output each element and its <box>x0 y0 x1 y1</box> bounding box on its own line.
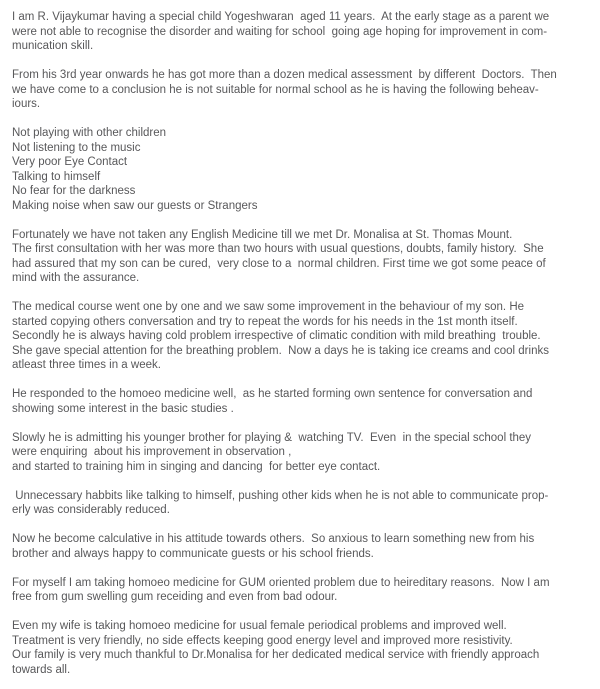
text-line: Treatment is very friendly, no side effects keeping good energy level and improved more resistivity. <box>12 634 513 647</box>
list-item: Making noise when saw our guests or Strangers <box>12 199 258 212</box>
paragraph-school-progress <box>12 431 590 475</box>
text-line: iours. <box>12 98 41 110</box>
paragraph-habits-reduced <box>12 489 590 518</box>
text-line: munication skill. <box>12 40 94 52</box>
paragraph-response <box>12 387 590 416</box>
text-line: The first consultation with her was more than two hours with usual questions, doubts, family history. She <box>12 243 544 255</box>
text-line: Even my wife is taking homoeo medicine for usual female periodical problems and improved well. <box>12 620 507 632</box>
paragraph-first-consultation <box>12 228 590 286</box>
text-line: Secondly he is always having cold problem irrespective of climatic condition with mild breathing trouble. <box>12 330 541 342</box>
text-line: She gave special attention for the breathing problem. Now a days he is taking ice creams and cool drinks <box>12 344 549 357</box>
paragraph-attitude <box>12 532 590 561</box>
text-line: atleast three times in a week. <box>12 359 161 371</box>
text-line: and started to training him in singing and dancing for better eye contact. <box>12 460 381 473</box>
behaviour-list <box>12 126 590 213</box>
list-item: Not listening to the music <box>12 141 141 154</box>
paragraph-medical-course <box>12 300 590 373</box>
text-line: started copying others conversation and try to repeat the words for his needs in the 1st month itself. <box>12 315 518 328</box>
list-item: Talking to himself <box>12 170 101 183</box>
text-line: For myself I am taking homoeo medicine for GUM oriented problem due to heireditary reasons. Now I am <box>12 576 550 589</box>
text-line: Unnecessary habbits like talking to himself, pushing other kids when he is not able to communicate prop- <box>12 489 549 502</box>
text-line: towards all. <box>12 663 71 676</box>
list-item: Very poor Eye Contact <box>12 156 128 168</box>
text-line: Slowly he is admitting his younger brother for playing & watching TV. Even in the special school they <box>12 431 532 444</box>
text-line: The medical course went one by one and we saw some improvement in the behaviour of my son. He <box>12 301 525 313</box>
text-line: Now he become calculative in his attitude towards others. So anxious to learn something new from his <box>12 533 535 545</box>
text-line: showing some interest in the basic studies . <box>12 402 234 415</box>
text-line: had assured that my son can be cured, very close to a normal children. First time we got some peace of <box>12 257 546 270</box>
text-line: mind with the assurance. <box>12 272 140 284</box>
text-line: were not able to recognise the disorder and waiting for school going age hoping for improvement in com- <box>12 25 548 38</box>
text-line: free from gum swelling gum receiding and even from bad odour. <box>12 591 338 603</box>
list-item: No fear for the darkness <box>12 185 136 197</box>
text-line: we have come to a conclusion he is not suitable for normal school as he is having the following beheav- <box>12 83 539 96</box>
list-item: Not playing with other children <box>12 127 167 139</box>
text-line: Our family is very much thankful to Dr.Monalisa for her dedicated medical service with friendly approach <box>12 649 540 661</box>
text-line: brother and always happy to communicate guests or his school friends. <box>12 547 374 560</box>
text-line: I am R. Vijaykumar having a special child Yogeshwaran aged 11 years. At the early stage as a parent we <box>12 11 550 23</box>
paragraph-assessment <box>12 68 590 112</box>
paragraph-closing-thanks <box>12 619 590 677</box>
paragraph-intro <box>12 10 590 54</box>
paragraph-gum-problem <box>12 576 590 605</box>
text-line: erly was considerably reduced. <box>12 504 170 516</box>
text-line: were enquiring about his improvement in observation , <box>12 446 292 458</box>
text-line: He responded to the homoeo medicine well, as he started forming own sentence for conversation and <box>12 388 533 400</box>
text-line: From his 3rd year onwards he has got more than a dozen medical assessment by different Doctors. Then <box>12 69 557 81</box>
text-line: Fortunately we have not taken any English Medicine till we met Dr. Monalisa at St. Thomas Mount. <box>12 228 513 241</box>
